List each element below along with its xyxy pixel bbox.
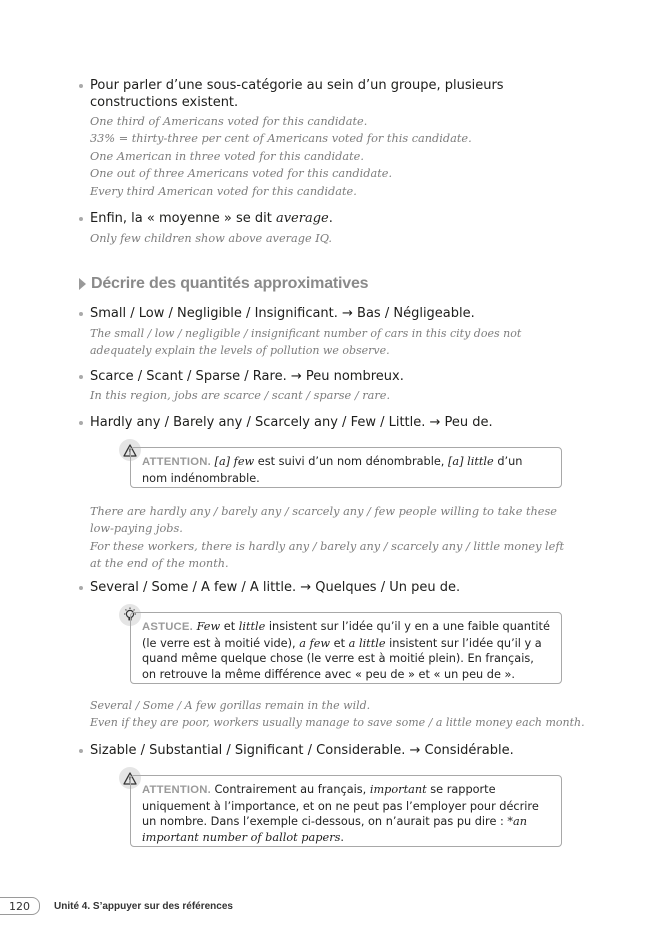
note-em: a little (348, 636, 386, 650)
example-line: One American in three voted for this candidate. (90, 149, 364, 163)
note-tag: ATTENTION. (142, 784, 211, 796)
bullet-dot (79, 217, 83, 221)
example-line: There are hardly any / barely any / scarcely any / few people willing to take these low-paying jobs. (90, 505, 557, 536)
note-em: *an important number of ballot papers (142, 815, 528, 845)
note-em: [a] little (447, 455, 494, 468)
note-text: Contrairement au français, (210, 783, 370, 796)
bullet-text-part: Enfin, la « moyenne » se dit (90, 211, 276, 226)
bullet-dot (79, 84, 83, 88)
examples-hardly-any (90, 503, 567, 573)
example-line: 33% = thirty-three per cent of Americans voted for this candidate. (90, 132, 472, 146)
example-line: One third of Americans voted for this candidate. (90, 115, 368, 128)
bullet-dot (79, 312, 83, 316)
section-marker-icon (79, 278, 86, 290)
note-text: est suivi d’un nom dénombrable, (254, 455, 448, 468)
note-text: . (340, 831, 344, 845)
note-text: insistent sur l’idée qu’il y a quand même quelque chose (le verre est à moitié plein). En français, on retrouve la même différence avec « peu de » et « un peu de ». (142, 636, 542, 682)
note-em: Few (196, 620, 221, 633)
example-line: In this region, jobs are scarce / scant / sparse / rare. (90, 389, 391, 402)
attention-note-important (130, 775, 562, 847)
bullet-text: Hardly any / Barely any / Scarcely any / Few / Little. → Peu de. (90, 415, 493, 430)
attention-note-few-little (130, 447, 562, 488)
bullet-dot (79, 586, 83, 590)
bullet-text: Sizable / Substantial / Significant / Considerable. → Considérable. (90, 743, 514, 758)
bullet-text (90, 210, 565, 227)
note-em: important (369, 783, 427, 796)
example-line: Only few children show above average IQ. (90, 232, 333, 245)
section-title: Décrire des quantités approximatives (91, 275, 369, 292)
note-text: insistent sur l’idée qu’il y en a une faible quantité (le verre est à moitié vide), (142, 620, 550, 650)
note-em: a few (299, 636, 331, 650)
example-line: Even if they are poor, workers usually manage to save some / a little money each month. (90, 716, 585, 730)
bullet-dot (79, 421, 83, 425)
example-scarce (90, 387, 565, 404)
example-line: Several / Some / A few gorillas remain in the wild. (90, 699, 371, 712)
section-heading (79, 275, 368, 293)
tip-note-few-little (130, 612, 562, 684)
example-line: One out of three Americans voted for this candidate. (90, 167, 393, 181)
note-em: [a] few (214, 455, 255, 468)
page-footer (0, 896, 233, 916)
bullet-dot (79, 375, 83, 379)
note-text: et (330, 636, 349, 650)
bullet-text: Several / Some / A few / A little. → Quelques / Un peu de. (90, 580, 461, 595)
note-em: little (238, 620, 266, 633)
example-line: The small / low / negligible / insignificant number of cars in this city does not adequately explain the levels of pollution we observe. (90, 327, 522, 358)
bullet-text: Small / Low / Negligible / Insignificant. → Bas / Négligeable. (90, 306, 475, 321)
page-number: 120 (0, 897, 40, 915)
note-text: d’un nom indénombrable. (142, 455, 523, 485)
examples-subcategory (90, 113, 565, 200)
bullet-text-em: average (275, 211, 329, 226)
bullet-dot (79, 749, 83, 753)
bullet-text: Pour parler d’une sous-catégorie au sein d’un groupe, plusieurs constructions existent. (90, 78, 504, 110)
example-line: Every third American voted for this candidate. (90, 184, 357, 198)
example-line: For these workers, there is hardly any / barely any / scarcely any / little money left at the end of the month. (90, 539, 565, 571)
note-text: se rapporte uniquement à l’importance, et on ne peut pas l’employer pour décrire un nombre. Dans l’exemple ci-dessous, on n’aurait pas pu dire : (142, 783, 539, 829)
note-tag: ATTENTION. (142, 456, 211, 468)
examples-several-some (90, 697, 585, 732)
note-tag: ASTUCE. (142, 621, 193, 633)
bullet-text: Scarce / Scant / Sparse / Rare. → Peu nombreux. (90, 369, 404, 384)
bullet-text-part: . (328, 211, 333, 226)
example-small-low (90, 325, 565, 360)
example-average (90, 230, 565, 247)
note-text: et (220, 620, 239, 633)
unit-title: Unité 4. S’appuyer sur des références (54, 900, 233, 912)
